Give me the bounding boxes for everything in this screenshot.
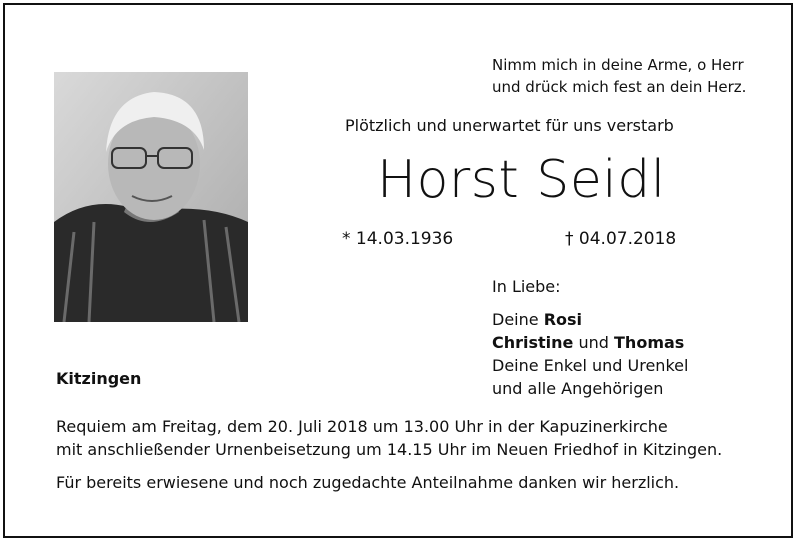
mourner-name-thomas: Thomas (614, 333, 685, 352)
mourners-block (492, 275, 688, 400)
mourner-line-1 (492, 308, 688, 331)
mourners-heading: In Liebe: (492, 277, 561, 296)
mourner-prefix: Deine (492, 310, 544, 329)
intro-text: Plötzlich und unerwartet für uns verstarb (345, 116, 674, 135)
motto-line-2: und drück mich fest an dein Herz. (492, 78, 747, 96)
thanks-text: Für bereits erwiesene und noch zugedachte Anteilnahme danken wir herzlich. (56, 473, 680, 492)
birth-date: * 14.03.1936 (342, 229, 454, 249)
funeral-line-2: mit anschließender Urnenbeisetzung um 14.15 Uhr im Neuen Friedhof in Kitzingen. (56, 440, 723, 459)
place-name: Kitzingen (56, 369, 142, 388)
mourner-line-4: und alle Angehörigen (492, 379, 664, 398)
mourner-name-christine: Christine (492, 333, 574, 352)
death-date: † 04.07.2018 (565, 229, 677, 249)
motto-line-1: Nimm mich in deine Arme, o Herr (492, 56, 744, 74)
mourner-name-rosi: Rosi (543, 310, 583, 329)
mourner-line-2 (492, 331, 688, 354)
mourner-line-3: Deine Enkel und Urenkel (492, 356, 689, 375)
portrait-photo (54, 72, 248, 322)
funeral-line-1: Requiem am Freitag, dem 20. Juli 2018 um 13.00 Uhr in der Kapuzinerkirche (56, 417, 668, 436)
mourner-joiner: und (573, 333, 615, 352)
motto (492, 54, 746, 98)
deceased-name: Horst Seidl (377, 150, 666, 210)
funeral-info (56, 415, 722, 461)
portrait-image (54, 72, 248, 322)
